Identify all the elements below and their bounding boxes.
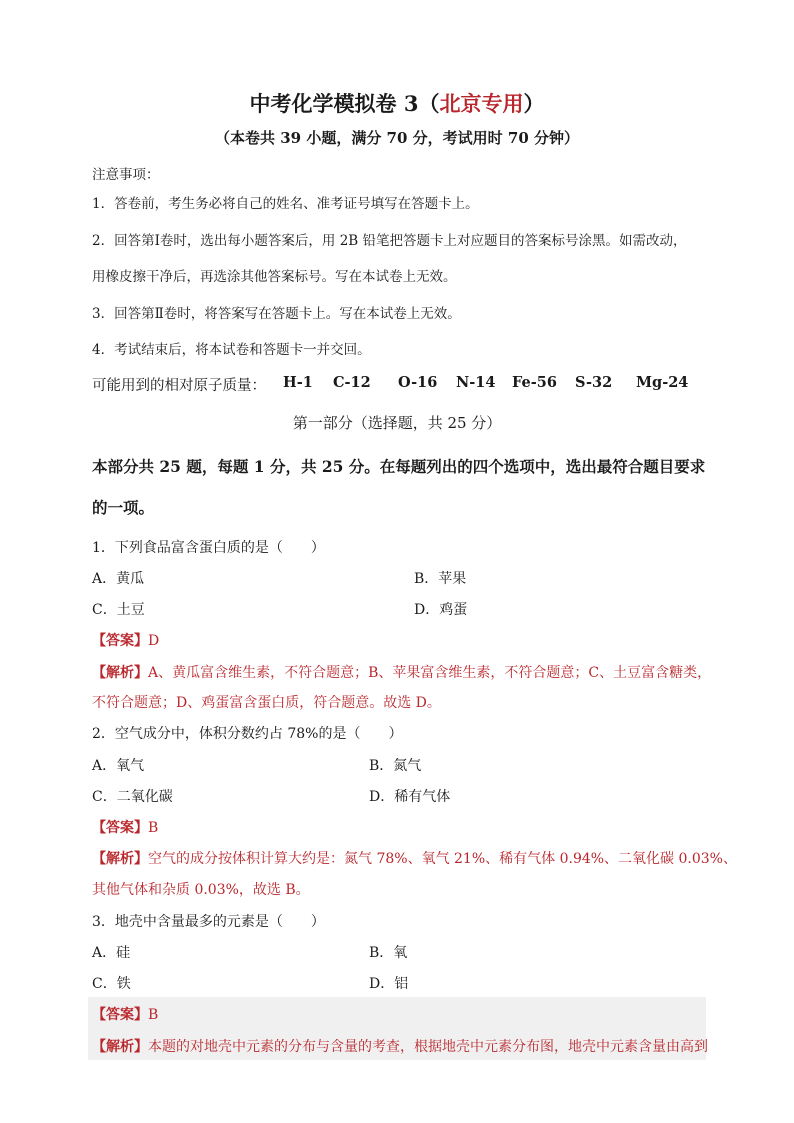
q2-analysis-1 <box>92 848 737 868</box>
section-heading: 第一部分（选择题，共 25 分） <box>292 414 502 432</box>
q2-answer-value: B <box>148 820 159 836</box>
q3-option-c: C．铁 <box>92 976 131 992</box>
q3-option-a: A．硅 <box>92 945 131 961</box>
title-region: 北京专用 <box>439 91 524 116</box>
notice-heading: 注意事项： <box>92 167 160 183</box>
mass-n: N-14 <box>456 374 496 391</box>
notice-item-2b: 用橡皮擦干净后，再选涂其他答案标号。写在本试卷上无效。 <box>92 269 457 285</box>
notice-item-4: 4．考试结束后，将本试卷和答题卡一并交回。 <box>92 342 371 358</box>
q2-option-d: D．稀有气体 <box>369 789 451 805</box>
q3-analysis-text-1: 本题的对地壳中元素的分布与含量的考查，根据地壳中元素分布图，地壳中元素含量由高到 <box>148 1039 708 1055</box>
q1-option-a: A．黄瓜 <box>92 571 145 587</box>
instruction-line-1: 本部分共 25 题，每题 1 分，共 25 分。在每题列出的四个选项中，选出最符合题目要求 <box>92 457 706 476</box>
title-close: ） <box>523 91 545 116</box>
mass-c: C-12 <box>333 374 371 391</box>
q2-stem: 2．空气成分中，体积分数约占 78%的是（ ） <box>92 726 403 742</box>
q1-answer-value: D <box>148 633 160 649</box>
instruction-line-2: 的一项。 <box>92 498 155 517</box>
q1-option-b: B．苹果 <box>414 571 467 587</box>
q3-stem: 3．地壳中含量最多的元素是（ ） <box>92 914 325 930</box>
q1-analysis-2: 不符合题意；D、鸡蛋富含蛋白质，符合题意。故选 D。 <box>92 695 441 711</box>
q3-analysis-1 <box>92 1036 708 1056</box>
q1-stem: 1．下列食品富含蛋白质的是（ ） <box>92 540 325 556</box>
q3-option-d: D．铝 <box>369 976 409 992</box>
q2-analysis-tag: 【解析】 <box>92 851 148 867</box>
q1-answer-tag: 【答案】 <box>92 633 148 649</box>
q1-analysis-1 <box>92 662 711 682</box>
mass-o: O-16 <box>398 374 438 391</box>
title-main: 中考化学模拟卷 3（ <box>249 91 440 116</box>
q2-answer-tag: 【答案】 <box>92 820 148 836</box>
q3-analysis-tag: 【解析】 <box>92 1039 148 1055</box>
q1-option-d: D．鸡蛋 <box>414 602 468 618</box>
q2-analysis-2: 其他气体和杂质 0.03%，故选 B。 <box>92 882 310 898</box>
q3-answer-tag: 【答案】 <box>92 1007 148 1023</box>
q1-analysis-tag: 【解析】 <box>92 665 148 681</box>
q2-analysis-text-1: 空气的成分按体积计算大约是：氮气 78%、氧气 21%、稀有气体 0.94%、二氧化碳 0.03%、 <box>148 851 737 867</box>
q1-option-c: C．土豆 <box>92 602 145 618</box>
q2-answer <box>92 817 158 837</box>
notice-item-2a: 2．回答第Ⅰ卷时，选出每小题答案后，用 2B 铅笔把答题卡上对应题目的答案标号涂黑。如需改动， <box>92 233 687 249</box>
atomic-masses <box>92 374 712 394</box>
q1-answer <box>92 630 159 650</box>
q3-answer-value: B <box>148 1007 159 1023</box>
q2-option-b: B．氮气 <box>369 758 422 774</box>
notice-item-1: 1．答卷前，考生务必将自己的姓名、准考证号填写在答题卡上。 <box>92 196 479 212</box>
q1-analysis-text-1: A、黄瓜富含维生素，不符合题意；B、苹果富含维生素，不符合题意；C、土豆富含糖类， <box>148 665 712 681</box>
q2-option-c: C．二氧化碳 <box>92 789 173 805</box>
q2-option-a: A．氧气 <box>92 758 145 774</box>
mass-s: S-32 <box>575 374 613 391</box>
notice-item-3: 3．回答第Ⅱ卷时，将答案写在答题卡上。写在本试卷上无效。 <box>92 306 461 322</box>
q3-option-b: B．氧 <box>369 945 408 961</box>
page-title <box>0 88 794 118</box>
q3-answer <box>92 1004 158 1024</box>
mass-h: H-1 <box>283 374 313 391</box>
atomic-masses-label: 可能用到的相对原子质量： <box>92 378 266 394</box>
exam-info: （本卷共 39 小题，满分 70 分，考试用时 70 分钟） <box>215 129 579 147</box>
mass-fe: Fe-56 <box>512 374 557 391</box>
mass-mg: Mg-24 <box>636 374 689 391</box>
